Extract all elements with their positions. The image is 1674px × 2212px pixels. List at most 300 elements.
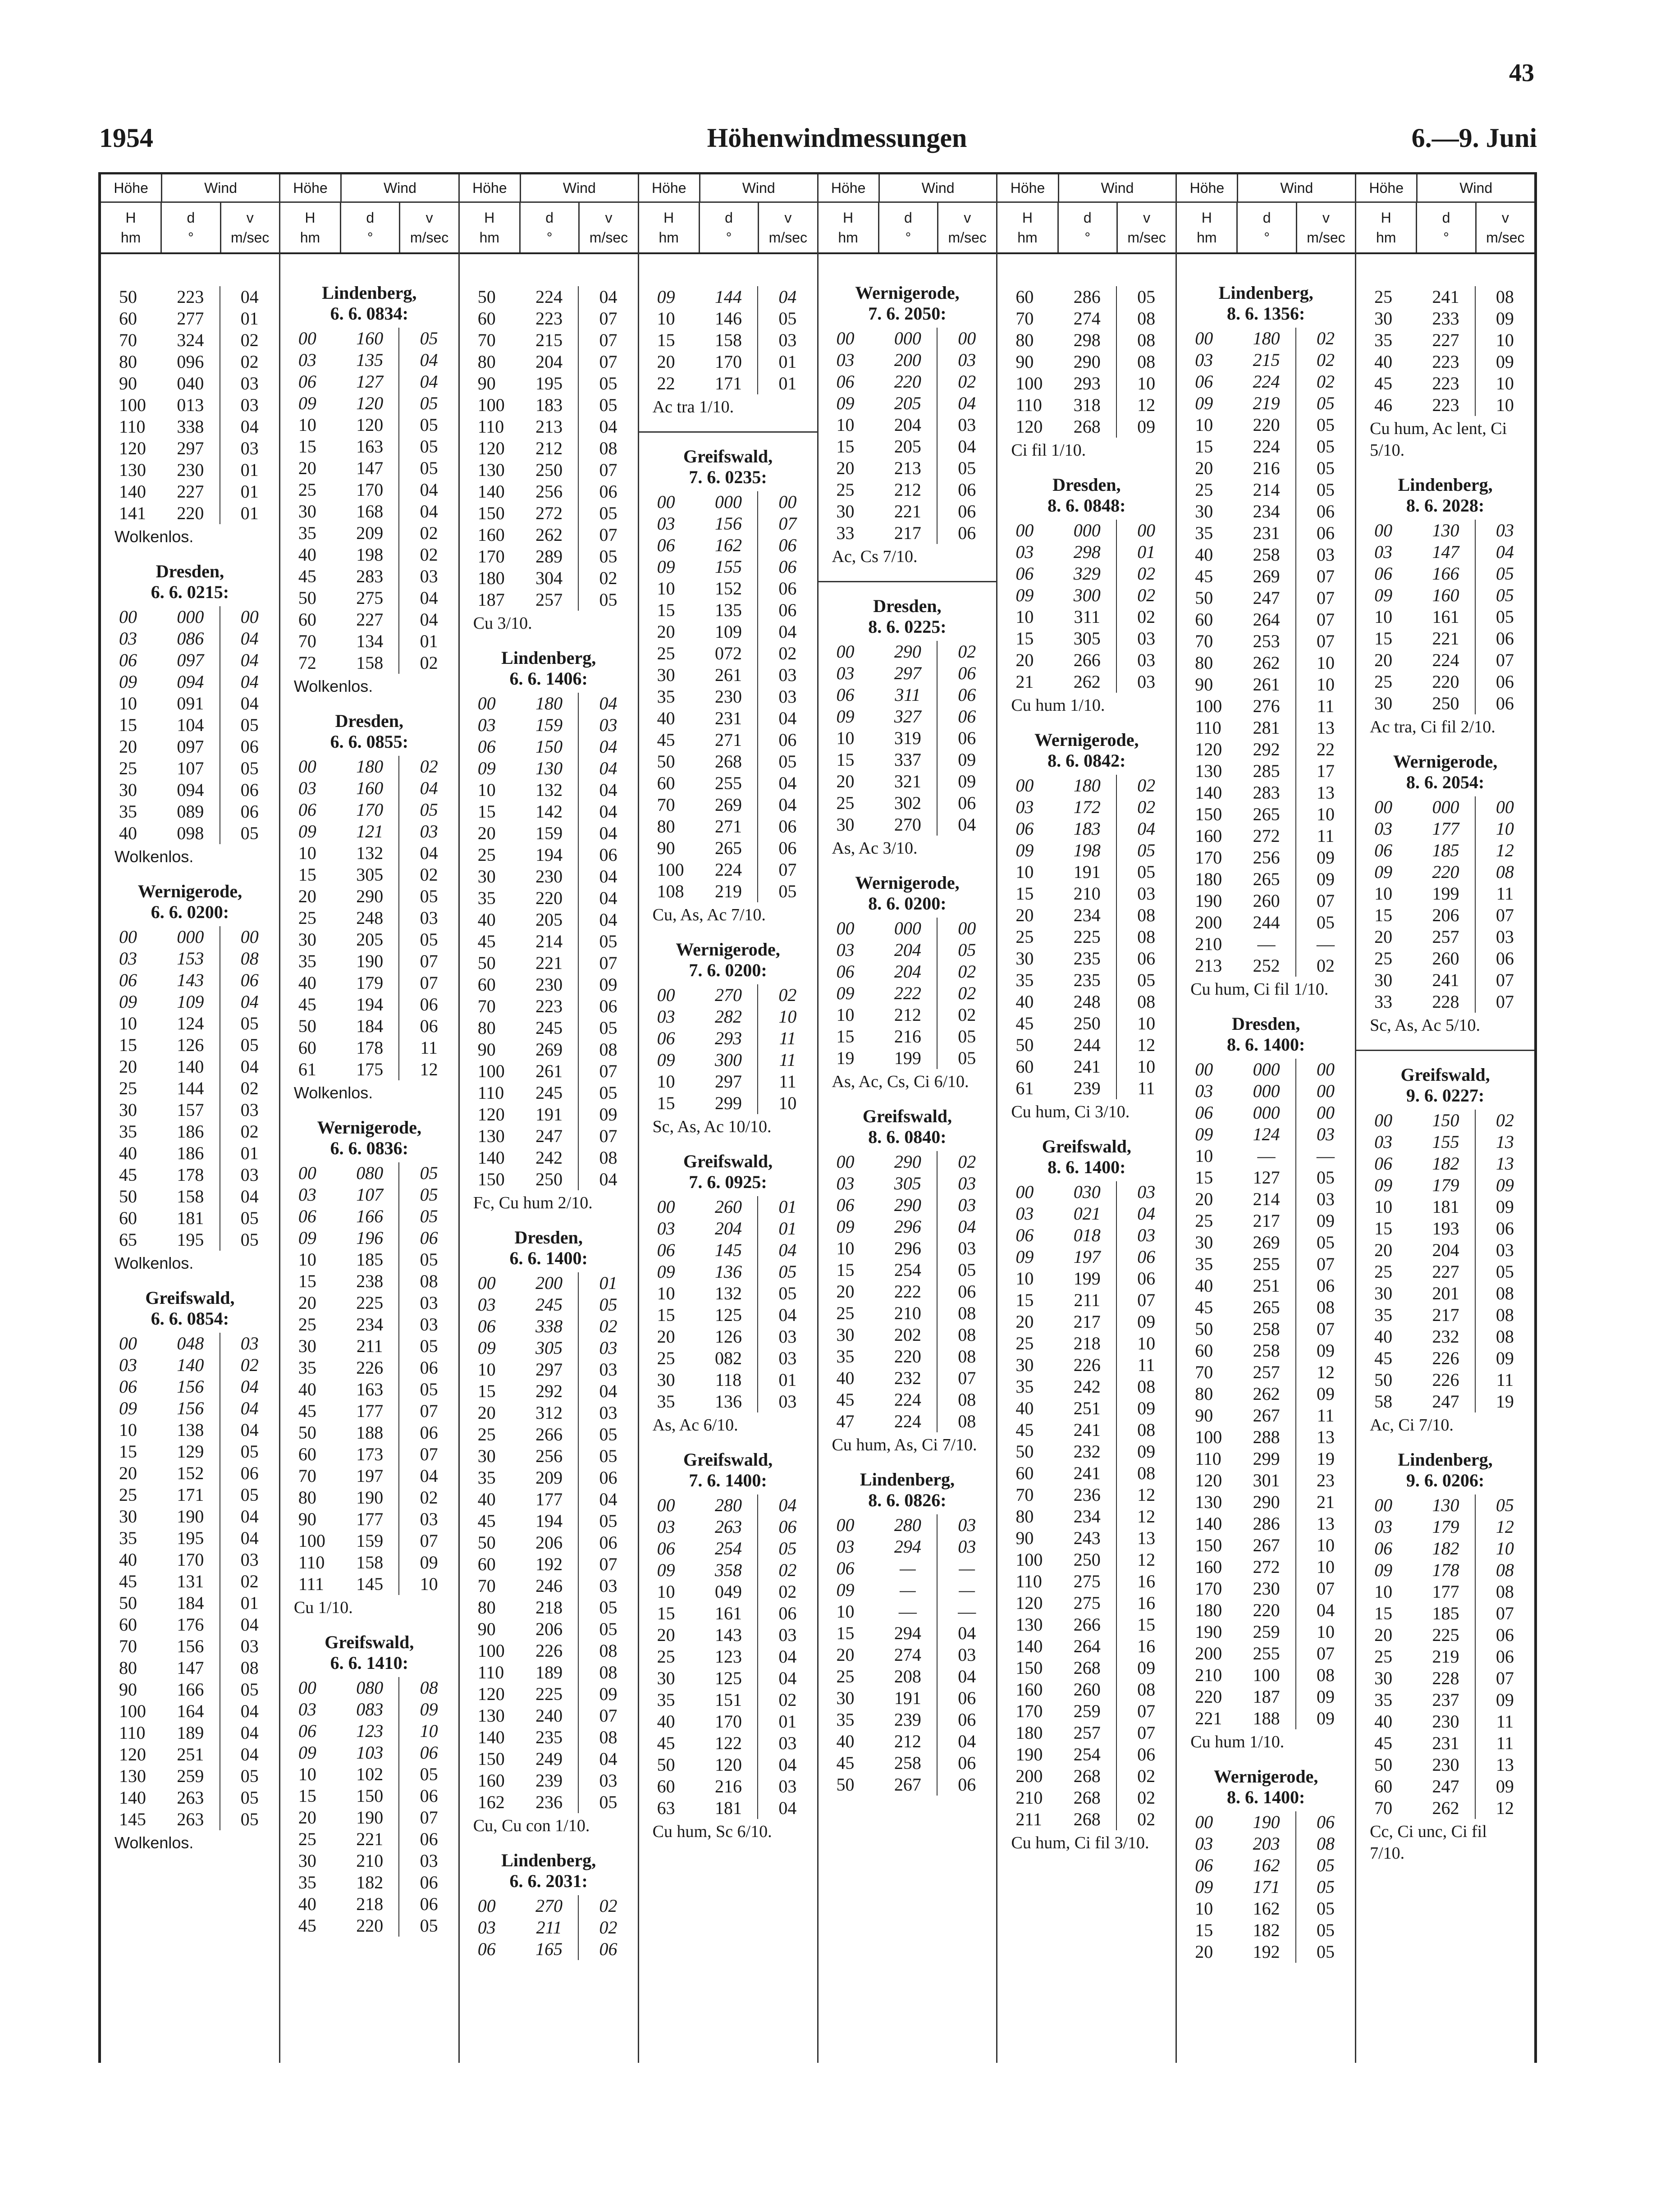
height-value: 30: [836, 1688, 855, 1708]
speed-value: 12: [1496, 1798, 1514, 1818]
speed-value: 07: [1496, 1603, 1514, 1623]
height-value: 35: [477, 888, 496, 908]
direction-value: 177: [341, 1508, 399, 1530]
direction-value: 120: [341, 393, 399, 414]
table-row: [280, 1720, 458, 1742]
height-value: 200: [1195, 1643, 1222, 1664]
speed-value: 05: [240, 758, 259, 778]
height-value: 50: [657, 1755, 675, 1775]
height-value: 00: [1374, 520, 1393, 540]
speed-value: 05: [240, 1013, 259, 1033]
speed-value: 08: [599, 438, 617, 458]
height-value: 15: [836, 436, 855, 457]
height-value: 25: [1374, 1646, 1393, 1667]
table-row: [639, 351, 817, 373]
table-row: [101, 1462, 279, 1484]
speed-value: 02: [599, 1896, 617, 1916]
speed-value: 02: [420, 544, 438, 565]
station-name: Dresden,: [335, 711, 404, 731]
table-row: [460, 1640, 638, 1662]
table-row: [1177, 1491, 1355, 1513]
table-row: [997, 1268, 1175, 1289]
height-value: 20: [836, 1645, 855, 1665]
direction-value: 156: [700, 513, 758, 535]
direction-value: 261: [1238, 674, 1296, 695]
speed-value: 09: [599, 1684, 617, 1704]
direction-value: 226: [1417, 1348, 1475, 1369]
column-body: [639, 253, 817, 2063]
direction-value: 299: [1238, 1448, 1296, 1470]
speed-value: 04: [958, 814, 976, 835]
height-value: 145: [119, 1809, 146, 1829]
speed-value: 09: [1137, 1312, 1156, 1332]
table-row: [639, 1668, 817, 1689]
speed-value: 06: [599, 996, 617, 1016]
table-row: [639, 513, 817, 535]
speed-value: 01: [778, 1370, 797, 1390]
height-value: 03: [119, 948, 137, 969]
station-datetime: 6. 6. 0854:: [151, 1308, 229, 1329]
speed-value: 06: [1496, 672, 1514, 692]
subheader-d: [162, 203, 221, 252]
speed-value: 05: [1496, 1261, 1514, 1282]
table-row: [280, 1162, 458, 1184]
height-value: 210: [1015, 1787, 1043, 1808]
speed-value: 05: [1316, 480, 1335, 500]
subheader-d: [521, 203, 580, 252]
speed-value: 03: [1316, 1124, 1335, 1144]
table-row: [1356, 1261, 1534, 1283]
data-rows: [1356, 1110, 1534, 1412]
height-value: 60: [477, 974, 496, 995]
direction-value: 162: [700, 535, 758, 556]
table-row: [1177, 1621, 1355, 1643]
speed-value: 06: [1496, 1625, 1514, 1645]
direction-value: 120: [700, 1754, 758, 1776]
speed-value: 04: [778, 1755, 797, 1775]
direction-value: 102: [341, 1764, 399, 1785]
subheader-d-label: d: [1083, 210, 1092, 226]
speed-value: 02: [1137, 585, 1156, 605]
speed-value: 04: [778, 1646, 797, 1667]
station-name: Lindenberg,: [1398, 475, 1493, 495]
direction-value: 285: [1238, 760, 1296, 782]
direction-value: 182: [1417, 1538, 1475, 1559]
direction-value: 121: [341, 821, 399, 842]
direction-value: 257: [520, 589, 579, 611]
direction-value: 337: [879, 749, 938, 771]
table-row: [101, 606, 279, 628]
direction-value: 241: [1417, 969, 1475, 991]
table-row: [280, 1335, 458, 1357]
direction-value: 220: [1238, 414, 1296, 436]
speed-value: —: [1316, 1146, 1335, 1166]
table-row: [997, 1744, 1175, 1765]
direction-value: 242: [1058, 1376, 1117, 1398]
data-rows: [1356, 286, 1534, 416]
speed-value: 05: [1137, 970, 1156, 990]
height-value: 90: [1195, 1405, 1213, 1426]
height-value: 35: [298, 523, 316, 543]
station-block: [639, 1449, 817, 1842]
table-row: [819, 684, 997, 706]
speed-value: 05: [240, 1441, 259, 1462]
height-value: 60: [1195, 1340, 1213, 1361]
height-value: 30: [1195, 1232, 1213, 1252]
subheader-d-label: d: [1442, 210, 1450, 226]
speed-value: 04: [599, 758, 617, 778]
direction-value: 200: [879, 349, 938, 371]
table-row: [819, 1644, 997, 1666]
direction-value: 018: [1058, 1225, 1117, 1246]
table-row: [639, 1603, 817, 1624]
station-datetime: 8. 6. 0225:: [868, 617, 947, 637]
station-block: [460, 1227, 638, 1837]
table-row: [639, 1304, 817, 1326]
speed-value: 08: [1496, 862, 1514, 882]
height-value: 06: [1374, 840, 1393, 860]
height-value: 00: [1015, 775, 1034, 795]
speed-value: 10: [1316, 674, 1335, 695]
height-value: 60: [119, 308, 137, 329]
speed-value: 08: [1496, 1326, 1514, 1347]
subheader-v: [221, 203, 279, 252]
height-value: 10: [657, 1071, 675, 1092]
speed-value: 07: [1496, 970, 1514, 990]
height-value: 06: [1195, 1855, 1213, 1875]
height-value: 09: [477, 758, 496, 778]
height-value: 25: [477, 845, 496, 865]
speed-value: 05: [1496, 607, 1514, 627]
height-value: 06: [1374, 1153, 1393, 1174]
direction-value: 082: [700, 1348, 758, 1369]
direction-value: 257: [1238, 1362, 1296, 1383]
table-row: [101, 1527, 279, 1549]
table-row: [819, 328, 997, 349]
height-value: 03: [1374, 542, 1393, 562]
table-row: [639, 1326, 817, 1348]
speed-value: 05: [599, 1597, 617, 1618]
height-value: 15: [119, 1441, 137, 1462]
direction-value: 241: [1058, 1419, 1117, 1441]
height-value: 00: [836, 1152, 855, 1172]
height-value: 15: [1374, 905, 1393, 925]
speed-value: 02: [778, 643, 797, 663]
speed-value: 05: [599, 1792, 617, 1812]
speed-value: 03: [240, 1636, 259, 1656]
table-row: [819, 1389, 997, 1411]
table-row: [639, 1711, 817, 1732]
speed-value: 08: [1137, 1376, 1156, 1397]
speed-value: 04: [958, 1666, 976, 1686]
speed-value: 04: [420, 371, 438, 392]
table-row: [280, 1292, 458, 1314]
table-row: [1356, 394, 1534, 416]
cloud-note: Wolkenlos.: [114, 527, 194, 546]
height-value: 213: [1195, 955, 1222, 976]
direction-value: 219: [1417, 1646, 1475, 1668]
table-row: [1177, 1426, 1355, 1448]
direction-value: 040: [161, 373, 220, 394]
speed-value: 06: [778, 816, 797, 836]
direction-value: 231: [1417, 1732, 1475, 1754]
direction-value: 305: [341, 864, 399, 886]
speed-value: 05: [420, 436, 438, 457]
direction-value: 294: [879, 1536, 938, 1558]
table-row: [639, 772, 817, 794]
height-value: 47: [836, 1411, 855, 1431]
height-value: 10: [477, 780, 496, 800]
subheader-v-unit: m/sec: [1307, 229, 1345, 246]
height-value: 100: [477, 1061, 505, 1081]
table-row: [280, 929, 458, 951]
speed-value: 06: [958, 728, 976, 748]
speed-value: 02: [1137, 563, 1156, 584]
direction-value: 230: [1417, 1711, 1475, 1732]
subheader-v-unit: m/sec: [231, 229, 270, 246]
height-value: 03: [1015, 542, 1034, 562]
direction-value: 230: [700, 686, 758, 708]
table-row: [1356, 606, 1534, 628]
speed-value: 09: [1137, 416, 1156, 437]
table-row: [639, 1239, 817, 1261]
direction-value: 180: [520, 693, 579, 714]
direction-value: 190: [1238, 1811, 1296, 1833]
height-value: 09: [298, 821, 316, 841]
subheader-h-label: H: [305, 210, 316, 226]
table-row: [819, 706, 997, 727]
table-column: [819, 174, 998, 2063]
station-datetime: 9. 6. 0206:: [1406, 1470, 1485, 1490]
table-row: [997, 818, 1175, 840]
station-name: Greifswald,: [862, 1106, 952, 1126]
direction-value: 228: [1417, 991, 1475, 1013]
height-value: 15: [657, 1305, 675, 1325]
table-row: [280, 1764, 458, 1785]
data-rows: [1177, 328, 1355, 977]
height-value: 20: [1015, 1312, 1034, 1332]
subheader-v-unit: m/sec: [948, 229, 987, 246]
height-value: 00: [298, 1677, 316, 1698]
cloud-note: Wolkenlos.: [114, 1833, 194, 1852]
direction-value: 241: [1058, 1462, 1117, 1484]
direction-value: 000: [879, 328, 938, 349]
table-row: [280, 1422, 458, 1444]
table-row: [280, 1785, 458, 1807]
direction-value: 206: [520, 1618, 579, 1640]
direction-value: 138: [161, 1419, 220, 1441]
speed-value: 08: [958, 1325, 976, 1345]
table-row: [280, 436, 458, 457]
table-row: [1356, 1624, 1534, 1646]
height-value: 00: [1374, 797, 1393, 817]
speed-value: 01: [778, 1197, 797, 1217]
height-value: 30: [1374, 693, 1393, 713]
speed-value: 02: [778, 985, 797, 1005]
direction-value: 256: [520, 481, 579, 503]
height-value: 10: [119, 1420, 137, 1440]
direction-value: 220: [879, 371, 938, 393]
height-value: 108: [657, 881, 684, 901]
table-row: [1356, 693, 1534, 714]
speed-value: 02: [1316, 350, 1335, 370]
station-block: [997, 475, 1175, 716]
direction-value: 185: [1417, 840, 1475, 861]
speed-value: 08: [958, 1346, 976, 1367]
station-datetime: 8. 6. 1400:: [1227, 1034, 1305, 1055]
table-row: [1177, 717, 1355, 739]
speed-value: 02: [1137, 1766, 1156, 1786]
direction-value: 109: [700, 621, 758, 643]
table-row: [639, 1797, 817, 1819]
speed-value: 04: [599, 888, 617, 908]
subheader-h: [101, 203, 162, 252]
subheader-d-label: d: [187, 210, 195, 226]
table-row: [101, 503, 279, 524]
speed-value: 04: [1137, 1203, 1156, 1224]
direction-value: 179: [341, 972, 399, 994]
speed-value: 05: [1316, 1855, 1335, 1875]
direction-value: 186: [161, 1121, 220, 1143]
direction-value: 155: [700, 556, 758, 578]
speed-value: 03: [599, 1403, 617, 1423]
speed-value: 12: [1137, 1035, 1156, 1055]
direction-value: 254: [700, 1538, 758, 1559]
table-row: [997, 1333, 1175, 1354]
speed-value: 02: [240, 1355, 259, 1375]
direction-value: 177: [341, 1400, 399, 1422]
height-value: 09: [119, 992, 137, 1012]
height-value: 00: [298, 756, 316, 777]
speed-value: 09: [1137, 1658, 1156, 1678]
height-value: 09: [657, 557, 675, 577]
direction-value: 250: [1417, 693, 1475, 714]
height-value: 20: [836, 458, 855, 478]
table-row: [101, 459, 279, 481]
height-value: 06: [836, 1558, 855, 1578]
speed-value: 06: [958, 1688, 976, 1708]
table-row: [1356, 1131, 1534, 1153]
station-datetime: 8. 6. 0826:: [868, 1490, 947, 1510]
speed-value: 05: [420, 1249, 438, 1270]
cloud-note: Cu 3/10.: [473, 614, 532, 633]
direction-value: 304: [520, 567, 579, 589]
table-row: [997, 1225, 1175, 1246]
speed-value: 04: [599, 287, 617, 307]
table-row: [280, 1379, 458, 1400]
speed-value: 08: [1316, 1833, 1335, 1854]
speed-value: 06: [1316, 501, 1335, 521]
table-row: [639, 729, 817, 751]
table-row: [997, 520, 1175, 541]
column-body: [1177, 253, 1355, 2063]
direction-value: 190: [341, 1807, 399, 1828]
table-row: [819, 1601, 997, 1622]
direction-value: 230: [520, 866, 579, 887]
direction-value: 030: [1058, 1181, 1117, 1203]
table-row: [460, 1727, 638, 1748]
height-value: 20: [1374, 927, 1393, 947]
height-value: 25: [477, 1424, 496, 1444]
height-value: 45: [477, 931, 496, 951]
cloud-note: Cu 1/10.: [293, 1598, 353, 1617]
table-row: [101, 671, 279, 693]
height-value: 90: [298, 1509, 316, 1529]
table-row: [997, 1765, 1175, 1787]
direction-value: 171: [1238, 1876, 1296, 1898]
speed-value: 03: [240, 1333, 259, 1353]
direction-value: 218: [1058, 1333, 1117, 1354]
direction-value: 135: [341, 349, 399, 371]
station-datetime: 7. 6. 0925:: [689, 1172, 767, 1192]
height-value: 09: [119, 1398, 137, 1418]
speed-value: 09: [1496, 1348, 1514, 1368]
speed-value: 05: [1316, 1920, 1335, 1940]
direction-value: 221: [879, 501, 938, 522]
table-row: [819, 1367, 997, 1389]
height-value: 130: [1015, 1614, 1043, 1635]
speed-value: 06: [420, 994, 438, 1015]
speed-value: 06: [1137, 1268, 1156, 1289]
speed-value: 05: [958, 940, 976, 960]
direction-value: 338: [161, 416, 220, 438]
table-row: [101, 1571, 279, 1592]
speed-value: 06: [958, 480, 976, 500]
station-name: Greifswald,: [145, 1288, 235, 1308]
direction-value: 000: [1058, 520, 1117, 541]
station-block: [460, 1850, 638, 1960]
speed-value: 13: [1496, 1132, 1514, 1152]
speed-value: 06: [240, 970, 259, 990]
direction-value: 258: [1238, 1318, 1296, 1340]
direction-value: 271: [700, 729, 758, 751]
table-row: [460, 589, 638, 611]
height-value: 10: [836, 1601, 855, 1622]
table-row: [280, 842, 458, 864]
speed-value: 05: [420, 1915, 438, 1936]
table-row: [280, 522, 458, 544]
height-value: 60: [1015, 1056, 1034, 1077]
direction-value: 290: [1058, 351, 1117, 373]
height-value: 30: [119, 780, 137, 800]
height-value: 06: [477, 1316, 496, 1336]
data-rows: [101, 1333, 279, 1830]
speed-value: 02: [420, 864, 438, 885]
height-value: 06: [298, 1206, 316, 1226]
table-row: [1177, 1556, 1355, 1578]
speed-value: 01: [1137, 542, 1156, 562]
table-row: [997, 286, 1175, 308]
station-name: Dresden,: [514, 1227, 583, 1248]
direction-value: 159: [520, 823, 579, 844]
table-row: [1177, 566, 1355, 587]
wind-header-cell: [162, 174, 279, 201]
direction-value: 181: [161, 1207, 220, 1229]
station-datetime: 7. 6. 0235:: [689, 467, 767, 487]
height-value: 35: [119, 801, 137, 822]
speed-value: 09: [1496, 1690, 1514, 1710]
table-row: [101, 628, 279, 649]
speed-value: 05: [778, 1538, 797, 1558]
speed-value: 01: [778, 1711, 797, 1732]
table-row: [1177, 522, 1355, 544]
direction-value: 132: [341, 842, 399, 864]
direction-value: 000: [700, 491, 758, 513]
speed-value: 07: [599, 1705, 617, 1726]
direction-value: 127: [341, 371, 399, 393]
table-row: [460, 1082, 638, 1104]
height-value: 06: [1015, 563, 1034, 584]
